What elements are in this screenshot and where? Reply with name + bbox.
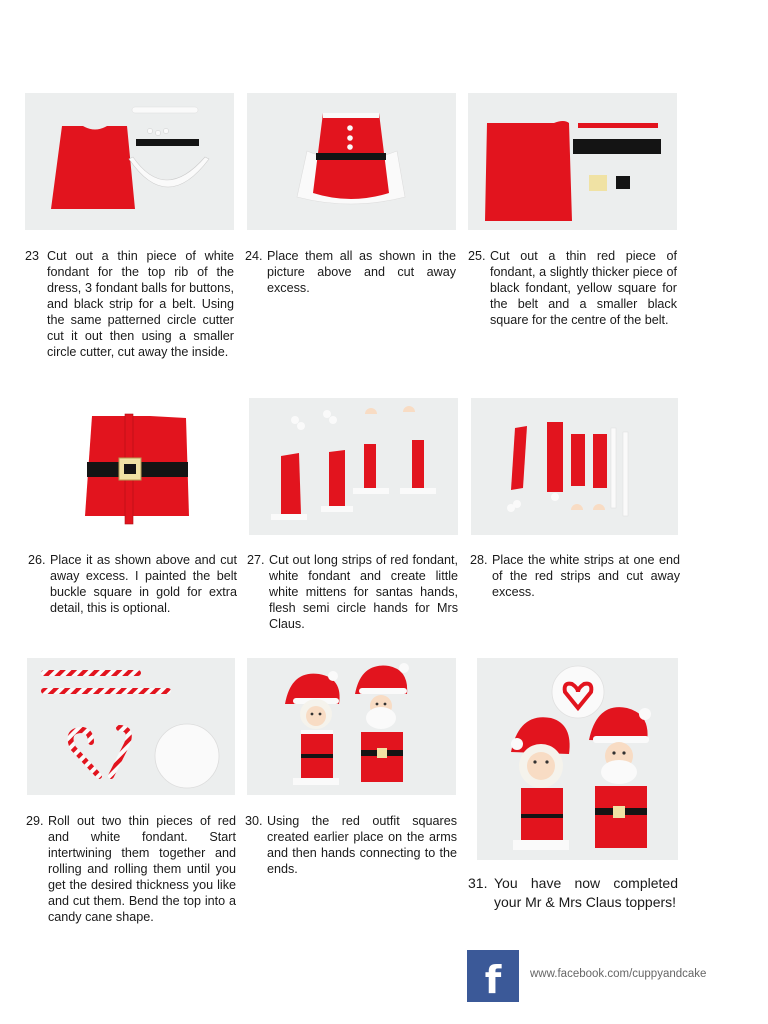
step-29-photo [27,658,235,795]
step-27-photo [249,398,458,535]
step-number: 24. [245,249,263,263]
step-number: 25. [468,249,486,263]
step-number: 31. [468,875,488,891]
step-25-instruction [468,248,677,328]
step-number: 26. [28,553,46,567]
step-28-instruction [470,552,680,600]
step-text: Cut out a thin piece of white fondant for the top rib of the dress, 3 fondant balls for buttons, and black strip for a belt. Using the same patterned circle cutter cut it out then using a smaller circle cutter, cut away the inside. [47,249,234,359]
step-30-instruction [245,813,457,877]
step-23-instruction [25,248,234,360]
step-26-instruction [28,552,237,616]
step-text: Place the white strips at one end of the red strips and cut away excess. [492,553,680,599]
facebook-letter: f [484,958,502,1002]
step-number: 30. [245,814,263,828]
step-text: Place it as shown above and cut away excess. I painted the belt buckle square in gold for extra detail, this is optional. [50,553,237,615]
step-24-instruction [245,248,456,296]
step-text: Roll out two thin pieces of red and white fondant. Start intertwining them together and rolling and rolling them until you get the desired thickness you like and cut them. Bend the top into a candy cane shape. [48,814,236,924]
step-29-instruction [26,813,236,925]
step-number: 28. [470,553,488,567]
step-text: Using the red outfit squares created earlier place on the arms and then hands connecting to the ends. [267,814,457,876]
step-24-photo [247,93,456,230]
step-text: Cut out a thin red piece of fondant, a slightly thicker piece of black fondant, yellow square for the belt and a smaller black square for the centre of the belt. [490,249,677,327]
step-text: Place them all as shown in the picture above and cut away excess. [267,249,456,295]
step-27-instruction [247,552,458,632]
step-text: You have now completed your Mr & Mrs Claus toppers! [494,875,678,910]
step-number: 23 [25,249,40,263]
facebook-url-link[interactable]: www.facebook.com/cuppyandcake [530,968,707,980]
step-23-photo [25,93,234,230]
step-28-photo [471,398,678,535]
step-31-instruction [468,874,678,912]
facebook-icon[interactable] [467,950,519,1002]
step-30-photo [247,658,456,795]
step-25-photo [468,93,677,230]
step-31-photo [477,658,678,860]
step-number: 27. [247,553,265,567]
step-text: Cut out long strips of red fondant, white fondant and create little white mittens for santas hands, flesh semi circle hands for Mrs Claus. [269,553,458,631]
step-number: 29. [26,814,44,828]
step-26-photo [25,398,234,535]
